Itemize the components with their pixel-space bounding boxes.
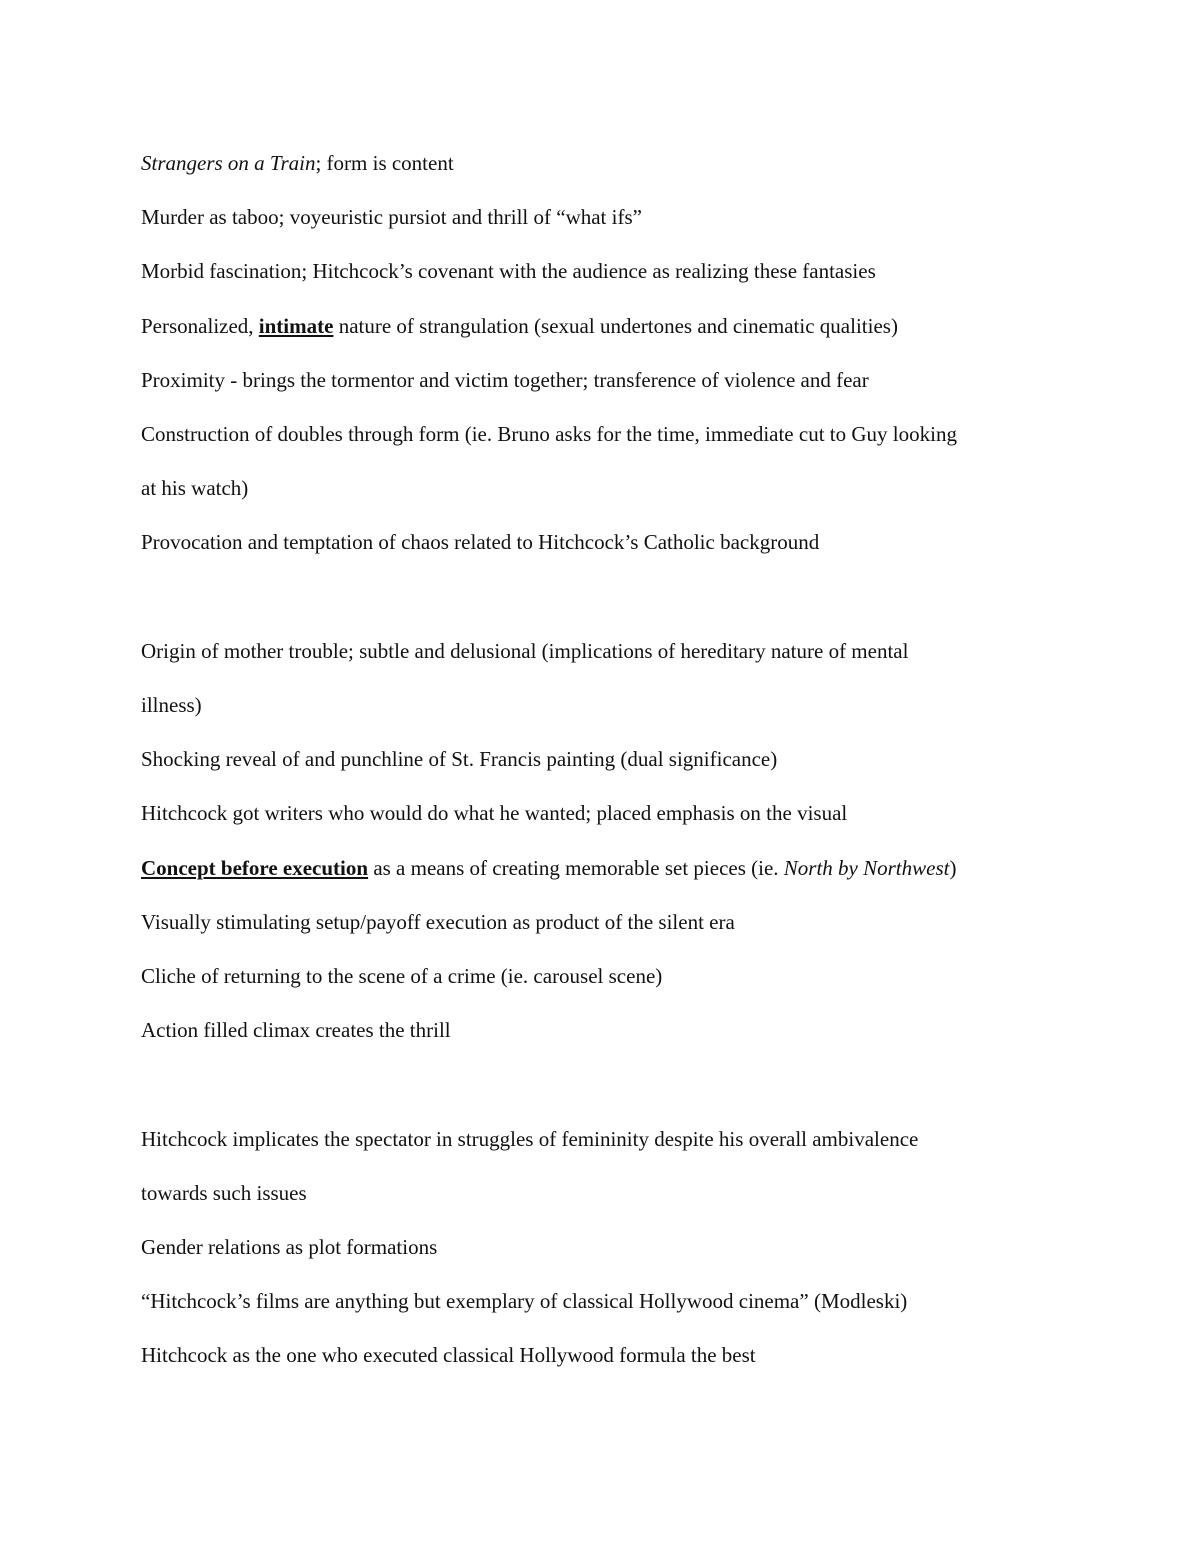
note-line: Proximity - brings the tormentor and victim together; transference of violence and fear — [141, 367, 869, 392]
film-title: North by Northwest — [783, 855, 950, 880]
paragraph-gap — [141, 1057, 1071, 1111]
note-line-title — [141, 136, 1071, 190]
note-text: nature of strangulation (sexual undertones and cinematic qualities) — [333, 313, 898, 338]
note-line: Murder as taboo; voyeuristic pursiot and thrill of “what ifs” — [141, 205, 642, 230]
note-line: at his watch) — [141, 476, 249, 501]
note-line — [141, 841, 1071, 895]
note-line: Hitchcock implicates the spectator in struggles of femininity despite his overall ambivalence — [141, 1126, 919, 1151]
note-text: as a means of creating memorable set pieces (ie. — [368, 855, 784, 880]
note-line: Hitchcock as the one who executed classical Hollywood formula the best — [141, 1343, 756, 1368]
film-title: Strangers on a Train — [141, 151, 316, 175]
paragraph-gap — [141, 570, 1071, 624]
note-text: Personalized, — [141, 313, 259, 338]
document-body — [141, 136, 1071, 1383]
note-text: ) — [949, 855, 957, 880]
emphasized-term: intimate — [258, 313, 334, 338]
note-text: ; form is content — [315, 151, 454, 175]
note-line: Visually stimulating setup/payoff execution as product of the silent era — [141, 909, 735, 934]
note-line: Provocation and temptation of chaos related to Hitchcock’s Catholic background — [141, 530, 820, 555]
note-line — [141, 299, 1071, 353]
note-line: Construction of doubles through form (ie. Bruno asks for the time, immediate cut to Guy looking — [141, 422, 957, 447]
note-line: Shocking reveal of and punchline of St. Francis painting (dual significance) — [141, 747, 778, 772]
note-line: Cliche of returning to the scene of a crime (ie. carousel scene) — [141, 964, 663, 989]
note-line: illness) — [141, 693, 202, 718]
note-line: Gender relations as plot formations — [141, 1235, 438, 1260]
note-line: Action filled climax creates the thrill — [141, 1018, 451, 1043]
emphasized-term: Concept before execution — [141, 855, 369, 880]
note-line: “Hitchcock’s films are anything but exemplary of classical Hollywood cinema” (Modleski) — [141, 1289, 908, 1314]
note-line: towards such issues — [141, 1180, 307, 1205]
note-line: Hitchcock got writers who would do what he wanted; placed emphasis on the visual — [141, 801, 848, 826]
note-line: Origin of mother trouble; subtle and delusional (implications of hereditary nature of mental — [141, 638, 909, 663]
note-line: Morbid fascination; Hitchcock’s covenant with the audience as realizing these fantasies — [141, 259, 876, 284]
